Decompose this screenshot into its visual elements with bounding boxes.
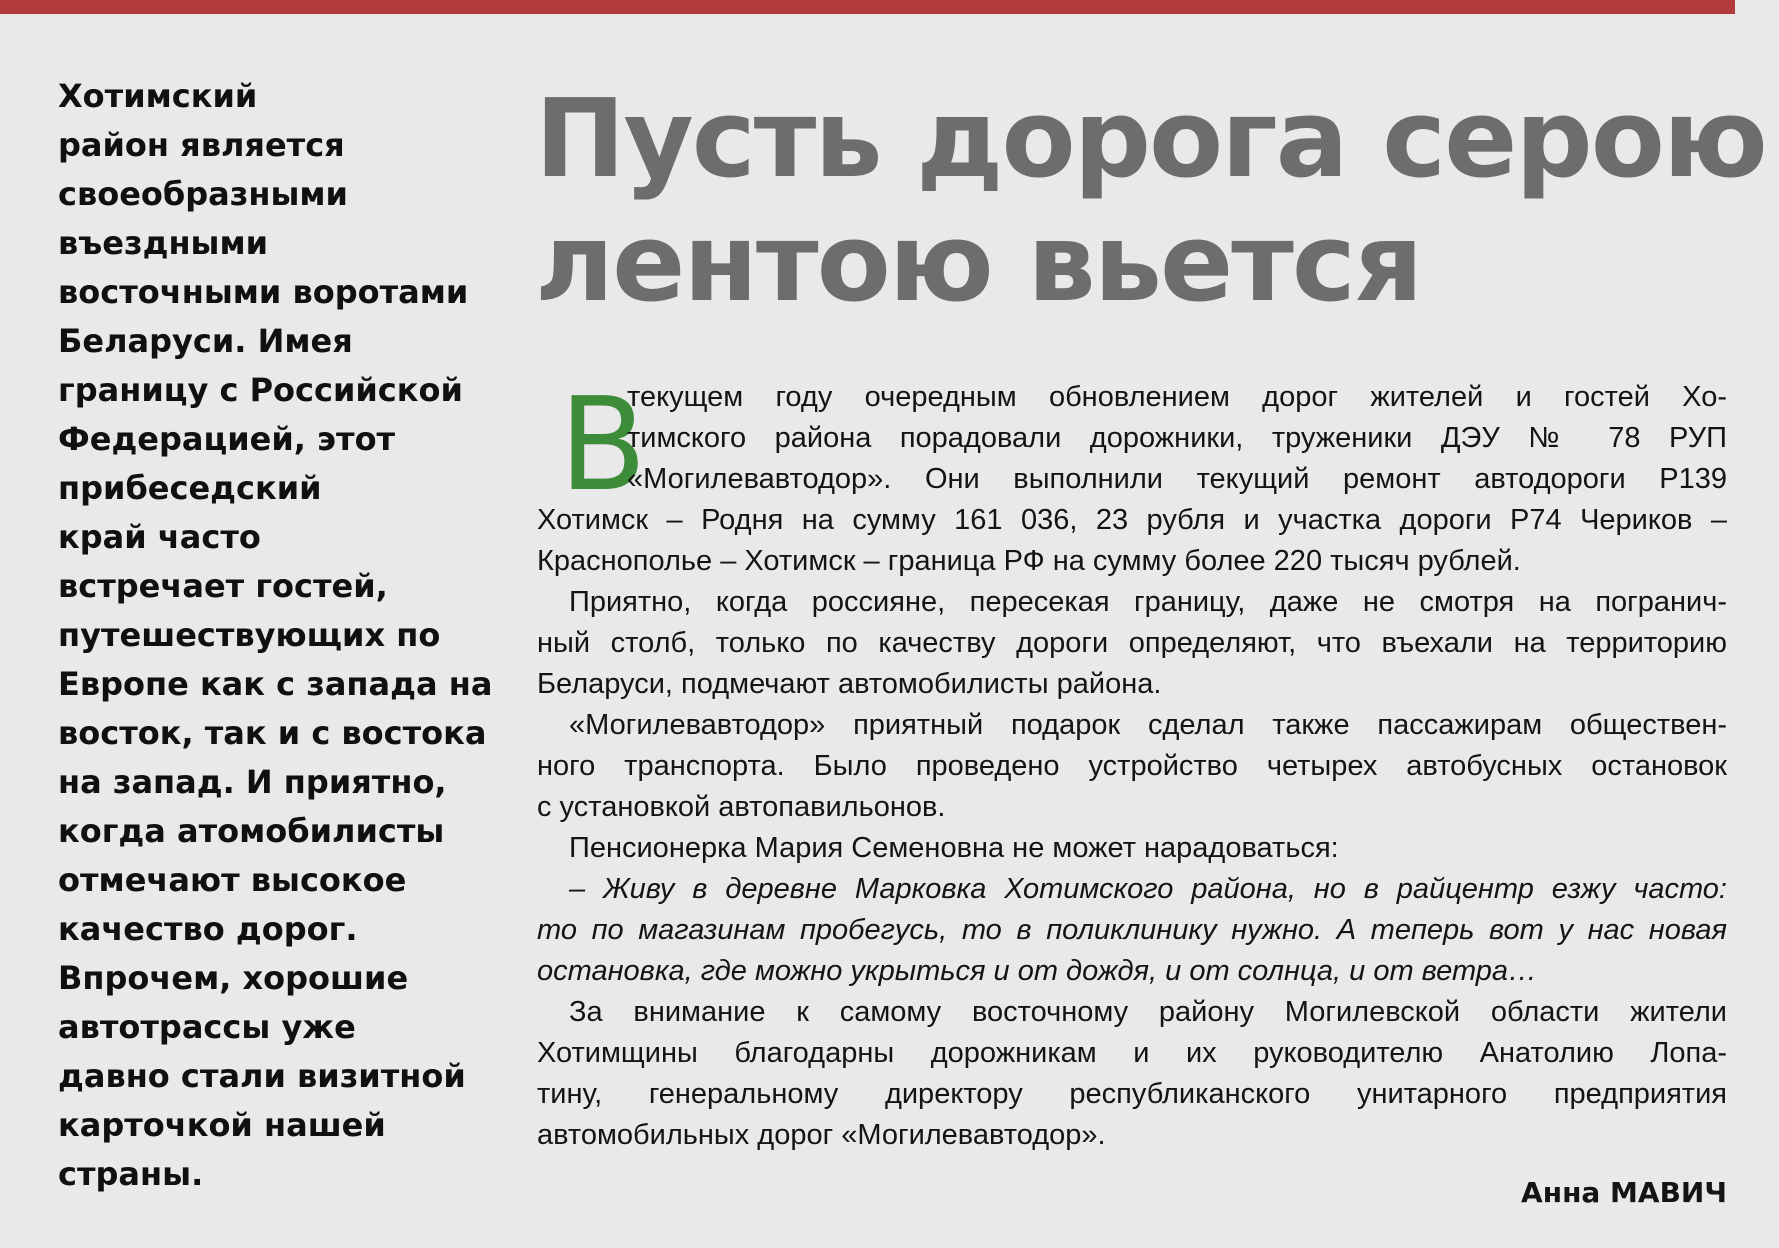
article-line: Краснополье – Хотимск – граница РФ на сумму более 220 тысяч рублей. [537,545,1521,577]
sidebar-line: встречает гостей, [58,567,388,605]
article-line: с установкой автопавильонов. [537,791,946,823]
sidebar-line: когда атомобилисты [58,812,445,850]
article-line: текущем году очередным обновлением дорог жителей и гостей Хо- [627,381,1727,413]
sidebar-line: давно стали визитной [58,1057,466,1095]
article-line: «Могилевавтодор» приятный подарок сделал также пассажирам обществен- [569,709,1727,741]
article-line: ного транспорта. Было проведено устройство четырех автобусных остановок [537,750,1727,782]
article-line: Приятно, когда россияне, пересекая границу, даже не смотря на погранич- [569,586,1727,618]
sidebar-line: прибеседский [58,469,322,507]
sidebar-line: восточными воротами [58,273,469,311]
article-line: Беларуси, подмечают автомобилисты района. [537,668,1162,700]
article-line: – Живу в деревне Марковка Хотимского района, но в райцентр езжу часто: [569,873,1727,905]
sidebar-line: Беларуси. Имея [58,322,353,360]
article-body [537,371,1727,1156]
sidebar-line: на запад. И приятно, [58,763,447,801]
sidebar-line: район является [58,126,345,164]
sidebar-line: отмечают высокое [58,861,407,899]
sidebar-line: путешествующих по [58,616,441,654]
article-line: Пенсионерка Мария Семеновна не может нарадоваться: [569,832,1339,864]
article-line: Хотимск – Родня на сумму 161 036, 23 рубля и участка дороги Р74 Чериков – [537,504,1727,536]
drop-cap: В [559,371,647,520]
article-line: «Могилевавтодор». Они выполнили текущий ремонт автодороги Р139 [627,463,1727,495]
article-line: ный столб, только по качеству дороги определяют, что въехали на территорию [537,627,1727,659]
headline [535,78,1765,326]
sidebar-line: край часто [58,518,261,556]
sidebar-line: страны. [58,1155,204,1193]
sidebar-lead [58,72,513,1199]
headline-line-1: Пусть дорога серою [535,77,1766,202]
sidebar-line: Федерацией, этот [58,420,396,458]
author-byline: Анна МАВИЧ [1521,1176,1727,1209]
sidebar-line: качество дорог. [58,910,358,948]
sidebar-line: Впрочем, хорошие [58,959,409,997]
article-line: За внимание к самому восточному району Могилевской области жители [569,996,1727,1028]
article-line: остановка, где можно укрыться и от дождя, и от солнца, и от ветра… [537,955,1538,987]
sidebar-line: Европе как с запада на [58,665,493,703]
sidebar-line: автотрассы уже [58,1008,356,1046]
article-line: Хотимщины благодарны дорожникам и их руководителю Анатолию Лопа- [537,1037,1727,1069]
article-line: тимского района порадовали дорожники, труженики ДЭУ № 78 РУП [627,422,1727,454]
sidebar-line: своеобразными [58,175,348,213]
sidebar-line: карточкой нашей [58,1106,386,1144]
top-rule [0,0,1735,14]
article-line: то по магазинам пробегусь, то в поликлинику нужно. А теперь вот у нас новая [537,914,1727,946]
sidebar-line: границу с Российской [58,371,463,409]
article-line: тину, генеральному директору республиканского унитарного предприятия [537,1078,1727,1110]
sidebar-line: въездными [58,224,269,262]
headline-line-2: лентою вьется [535,201,1422,326]
article-line: автомобильных дорог «Могилевавтодор». [537,1119,1106,1151]
sidebar-line: восток, так и с востока [58,714,487,752]
sidebar-line: Хотимский [58,77,258,115]
